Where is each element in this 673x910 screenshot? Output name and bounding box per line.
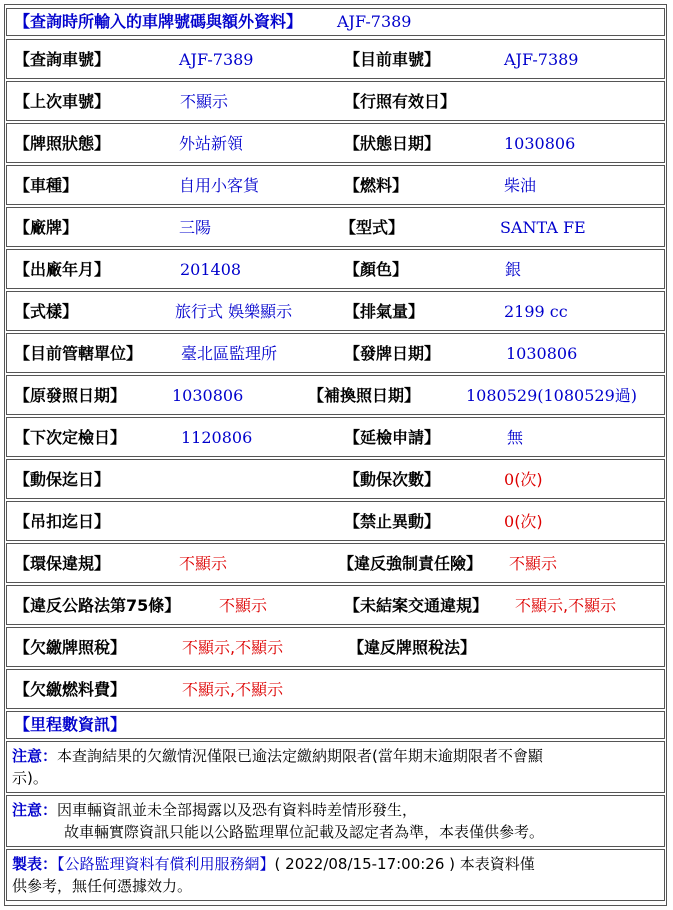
label-body-style: 【式樣】 (14, 302, 79, 321)
value-mortgage-count-number: 0 (504, 470, 515, 489)
note-prepared-by-label: 製表： (12, 855, 58, 873)
value-insurance-violation: 不顯示 (509, 554, 558, 573)
label-mortgage-count: 【動保次數】 (344, 470, 441, 489)
label-manufacture-date: 【出廠年月】 (14, 260, 111, 279)
value-unpaid-license-tax: 不顯示,不顯示 (182, 638, 284, 657)
row-jurisdiction (6, 333, 665, 373)
service-link[interactable]: 【公路監理資料有償利用服務網】 (57, 855, 275, 873)
note-prepared-by (6, 849, 665, 901)
label-plate-status: 【牌照狀態】 (14, 134, 111, 153)
note-disclaimer-text (12, 799, 660, 843)
label-brand: 【廠牌】 (14, 218, 79, 237)
value-query-plate: AJF-7389 (179, 50, 254, 69)
label-color: 【顏色】 (344, 260, 409, 279)
row-brand (6, 207, 665, 247)
header-title: 【查詢時所輸入的車牌號碼與額外資料】 (14, 12, 303, 31)
value-model: SANTA FE (500, 218, 586, 237)
note-overdue-label: 注意： (12, 747, 58, 765)
note-disclaimer (6, 795, 665, 847)
value-current-plate: AJF-7389 (504, 50, 579, 69)
label-unpaid-license-tax: 【欠繳牌照稅】 (14, 638, 127, 657)
value-open-traffic-violation: 不顯示,不顯示 (515, 596, 617, 615)
label-displacement: 【排氣量】 (344, 302, 425, 321)
value-unpaid-fuel-fee: 不顯示,不顯示 (182, 680, 284, 699)
note-overdue-text (12, 745, 660, 789)
row-body-style (6, 291, 665, 331)
label-jurisdiction: 【目前管轄單位】 (14, 344, 143, 363)
value-transfer-ban-number: 0 (504, 512, 515, 531)
row-vehicle-type (6, 165, 665, 205)
value-mortgage-count (504, 470, 543, 490)
header-plate: AJF-7389 (337, 12, 412, 31)
label-next-inspection: 【下次定檢日】 (14, 428, 127, 447)
mileage-label: 【里程數資訊】 (14, 715, 127, 734)
value-env-violation: 不顯示 (179, 554, 228, 573)
note-prepared-by-line2: 供參考，無任何憑據效力。 (12, 877, 193, 895)
label-issue-date: 【發牌日期】 (344, 344, 441, 363)
row-plate (6, 39, 665, 79)
value-vehicle-type: 自用小客貨 (179, 176, 260, 195)
note-overdue (6, 741, 665, 793)
label-reissue-date: 【補換照日期】 (308, 386, 421, 405)
note-overdue-line2: 示)。 (12, 769, 48, 787)
value-color: 銀 (505, 260, 522, 279)
note-prepared-by-line1: 製表：【公路監理資料有償利用服務網】( 2022/08/15-17:00:26 ) 本表資料僅 (12, 855, 535, 873)
row-fuel-fee (6, 669, 665, 709)
label-query-plate: 【查詢車號】 (14, 50, 111, 69)
label-previous-plate: 【上次車號】 (14, 92, 111, 111)
label-insurance-violation: 【違反強制責任險】 (338, 554, 483, 573)
label-model: 【型式】 (340, 218, 405, 237)
note-prepared-by-text (12, 853, 660, 897)
row-chattel-mortgage (6, 459, 665, 499)
row-violations-road (6, 585, 665, 625)
row-plate-status (6, 123, 665, 163)
value-body-style: 旅行式 娛樂顯示 (175, 302, 293, 321)
row-license-tax (6, 627, 665, 667)
row-violations-env (6, 543, 665, 583)
label-highway-act-violation: 【違反公路法第75條】 (14, 596, 181, 615)
note-overdue-line1: 注意：本查詢結果的欠繳情況僅限已逾法定繳納期限者(當年期末逾期限者不會顯 (12, 747, 543, 765)
mileage-section (6, 711, 665, 739)
value-previous-plate: 不顯示 (180, 92, 229, 111)
value-inspection-extension: 無 (507, 428, 524, 447)
label-transfer-ban: 【禁止異動】 (344, 512, 441, 531)
row-original-license (6, 375, 665, 415)
label-vehicle-type: 【車種】 (14, 176, 79, 195)
report-header (6, 8, 665, 36)
value-original-license-date: 1030806 (172, 386, 244, 405)
label-open-traffic-violation: 【未結案交通違規】 (344, 596, 489, 615)
label-suspension-end: 【吊扣迄日】 (14, 512, 111, 531)
value-plate-status: 外站新領 (179, 134, 244, 153)
value-manufacture-date: 201408 (180, 260, 242, 279)
label-license-valid: 【行照有效日】 (344, 92, 457, 111)
value-status-date: 1030806 (504, 134, 576, 153)
value-displacement: 2199 cc (504, 302, 568, 321)
value-transfer-ban (504, 512, 543, 532)
value-jurisdiction: 臺北區監理所 (181, 344, 278, 363)
value-next-inspection: 1120806 (181, 428, 253, 447)
value-reissue-date: 1080529(1080529過) (466, 386, 638, 405)
value-fuel: 柴油 (504, 176, 537, 195)
row-inspection (6, 417, 665, 457)
label-license-tax-violation: 【違反牌照稅法】 (348, 638, 477, 657)
value-highway-act-violation: 不顯示 (219, 596, 268, 615)
note-disclaimer-line2: 故車輛實際資訊只能以公路監理單位記載及認定者為準，本表僅供參考。 (64, 823, 545, 841)
label-original-license-date: 【原發照日期】 (14, 386, 127, 405)
value-mortgage-count-unit: (次) (514, 470, 543, 489)
value-issue-date: 1030806 (506, 344, 578, 363)
label-mortgage-end: 【動保迄日】 (14, 470, 111, 489)
label-inspection-extension: 【延檢申請】 (344, 428, 441, 447)
label-current-plate: 【目前車號】 (344, 50, 441, 69)
value-transfer-ban-unit: (次) (514, 512, 543, 531)
row-previous-plate (6, 81, 665, 121)
row-suspension (6, 501, 665, 541)
row-manufacture-date (6, 249, 665, 289)
note-disclaimer-line1: 注意：因車輛資訊並未全部揭露以及恐有資料時差情形發生， (12, 801, 418, 819)
label-unpaid-fuel-fee: 【欠繳燃料費】 (14, 680, 127, 699)
value-brand: 三陽 (179, 218, 212, 237)
label-fuel: 【燃料】 (344, 176, 409, 195)
note-disclaimer-label: 注意： (12, 801, 58, 819)
label-env-violation: 【環保違規】 (14, 554, 111, 573)
label-status-date: 【狀態日期】 (344, 134, 441, 153)
